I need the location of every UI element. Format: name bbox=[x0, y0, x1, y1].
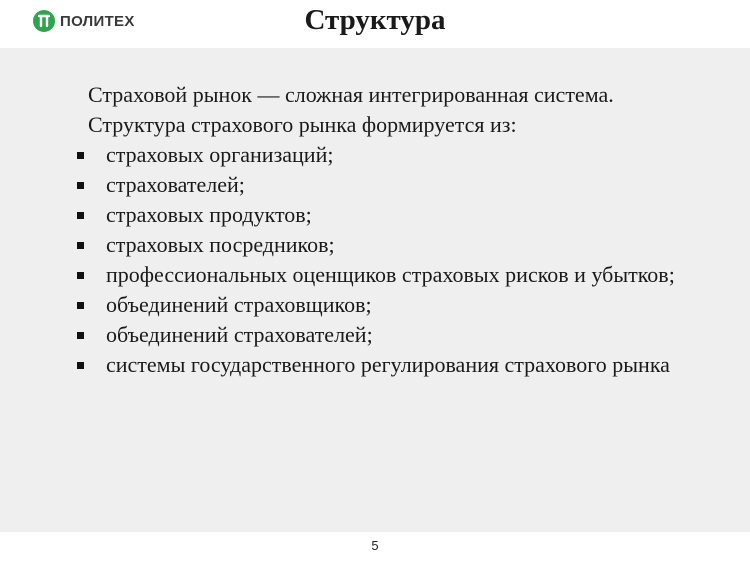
slide-footer bbox=[0, 532, 750, 561]
list-item bbox=[75, 140, 745, 170]
list-item-text: объединений страхователей; bbox=[106, 322, 373, 347]
bullet-marker bbox=[77, 242, 84, 249]
page-number: 5 bbox=[371, 538, 379, 553]
list-item-text: страховых посредников; bbox=[106, 232, 335, 257]
bullet-marker bbox=[77, 272, 84, 279]
bullet-marker bbox=[77, 212, 84, 219]
bullet-list bbox=[75, 140, 745, 380]
list-item bbox=[75, 260, 745, 290]
intro-line: Структура страхового рынка формируется из: bbox=[88, 112, 517, 137]
intro-line: Страховой рынок — сложная интегрированная система. bbox=[88, 82, 614, 107]
list-item bbox=[75, 290, 745, 320]
bullet-marker bbox=[77, 302, 84, 309]
list-item bbox=[75, 200, 745, 230]
list-item-text: профессиональных оценщиков страховых рисков и убытков; bbox=[106, 262, 675, 287]
list-item bbox=[75, 320, 745, 350]
list-item-text: объединений страховщиков; bbox=[106, 292, 372, 317]
list-item bbox=[75, 350, 745, 380]
logo-text: ПОЛИТЕХ bbox=[60, 12, 135, 30]
bullet-marker bbox=[77, 332, 84, 339]
list-item-text: страхователей; bbox=[106, 172, 245, 197]
slide-title: Структура bbox=[304, 4, 446, 36]
list-item bbox=[75, 230, 745, 260]
intro-text bbox=[88, 80, 743, 140]
list-item-text: системы государственного регулирования страхового рынка bbox=[106, 352, 670, 377]
bullet-marker bbox=[77, 182, 84, 189]
content-area bbox=[0, 48, 750, 532]
list-item-text: страховых организаций; bbox=[106, 142, 334, 167]
list-item-text: страховых продуктов; bbox=[106, 202, 312, 227]
list-item bbox=[75, 170, 745, 200]
bullet-marker bbox=[77, 362, 84, 369]
slide-header bbox=[0, 0, 750, 48]
bullet-marker bbox=[77, 152, 84, 159]
